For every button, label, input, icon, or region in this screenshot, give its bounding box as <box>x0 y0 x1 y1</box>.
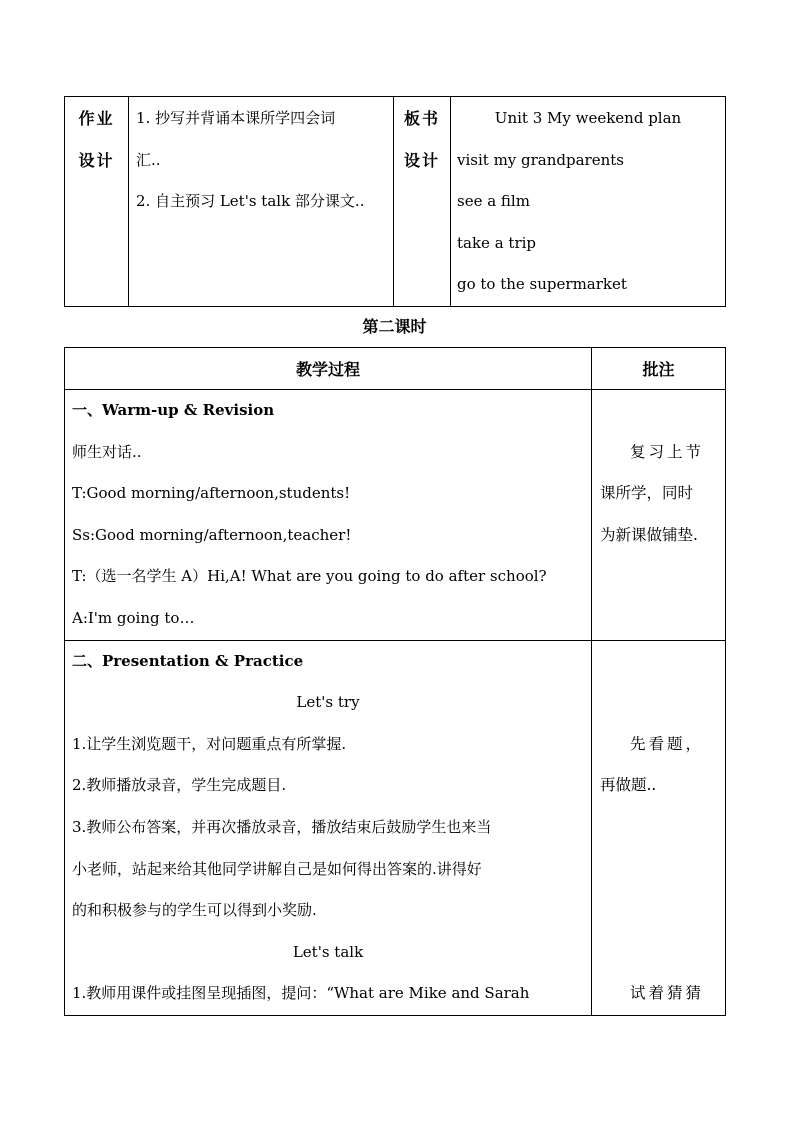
section-title: 第二课时 <box>362 317 427 336</box>
board-item: take a trip <box>457 233 537 252</box>
warmup-note-cell <box>592 390 726 641</box>
warmup-line: A:I'm going to… <box>72 608 195 627</box>
board-content-cell <box>451 97 726 307</box>
warmup-title: 一、Warm-up & Revision <box>72 401 275 419</box>
board-item: visit my grandparents <box>457 150 624 169</box>
try-line: 1.让学生浏览题干，对问题重点有所掌握. <box>72 734 347 753</box>
presentation-cell <box>65 640 592 1015</box>
homework-item: 汇.. <box>136 150 161 169</box>
warmup-note: 为新课做铺垫. <box>600 525 698 544</box>
warmup-line: T:（选一名学生 A）Hi,A! What are you going to do after school? <box>72 567 547 586</box>
presentation-title: 二、Presentation & Practice <box>72 651 304 670</box>
lets-try-heading: Let's try <box>296 693 360 712</box>
lets-talk-heading: Let's talk <box>292 942 364 961</box>
homework-label-1: 作业 <box>78 109 115 128</box>
board-label-2: 设计 <box>403 151 440 170</box>
warmup-line: 师生对话.. <box>72 442 142 461</box>
board-title: Unit 3 My weekend plan <box>494 109 682 127</box>
warmup-note: 复习上节 <box>630 442 705 461</box>
homework-item: 2. 自主预习 Let's talk 部分课文.. <box>136 192 365 210</box>
presentation-note: 试着猜猜 <box>630 984 705 1003</box>
homework-board-table <box>64 96 726 307</box>
warmup-line: Ss:Good morning/afternoon,teacher! <box>72 525 352 544</box>
board-item: go to the supermarket <box>457 275 627 293</box>
homework-label-cell <box>65 97 129 307</box>
try-line: 的和积极参与的学生可以得到小奖励. <box>72 901 317 920</box>
homework-item: 1. 抄写并背诵本课所学四会词 <box>136 109 336 127</box>
homework-content-cell <box>129 97 394 307</box>
board-label-1: 板书 <box>403 109 440 128</box>
board-label-cell <box>394 97 451 307</box>
homework-label-2: 设计 <box>78 151 115 170</box>
try-line: 2.教师播放录音，学生完成题目. <box>72 776 287 795</box>
warmup-note: 课所学，同时 <box>600 484 694 503</box>
presentation-note: 先看题， <box>630 734 705 753</box>
teaching-process-table <box>64 347 726 1016</box>
try-line: 小老师，站起来给其他同学讲解自己是如何得出答案的.讲得好 <box>72 859 482 878</box>
header-notes: 批注 <box>592 348 726 390</box>
presentation-note-cell <box>592 640 726 1015</box>
try-line: 3.教师公布答案，并再次播放录音，播放结束后鼓励学生也来当 <box>72 817 492 836</box>
warmup-cell <box>65 390 592 641</box>
header-process: 教学过程 <box>65 348 592 390</box>
warmup-line: T:Good morning/afternoon,students! <box>72 484 351 503</box>
presentation-note: 再做题.. <box>600 776 657 795</box>
board-item: see a film <box>457 192 530 210</box>
talk-line: 1.教师用课件或挂图呈现插图，提问：“What are Mike and Sarah <box>72 984 530 1003</box>
